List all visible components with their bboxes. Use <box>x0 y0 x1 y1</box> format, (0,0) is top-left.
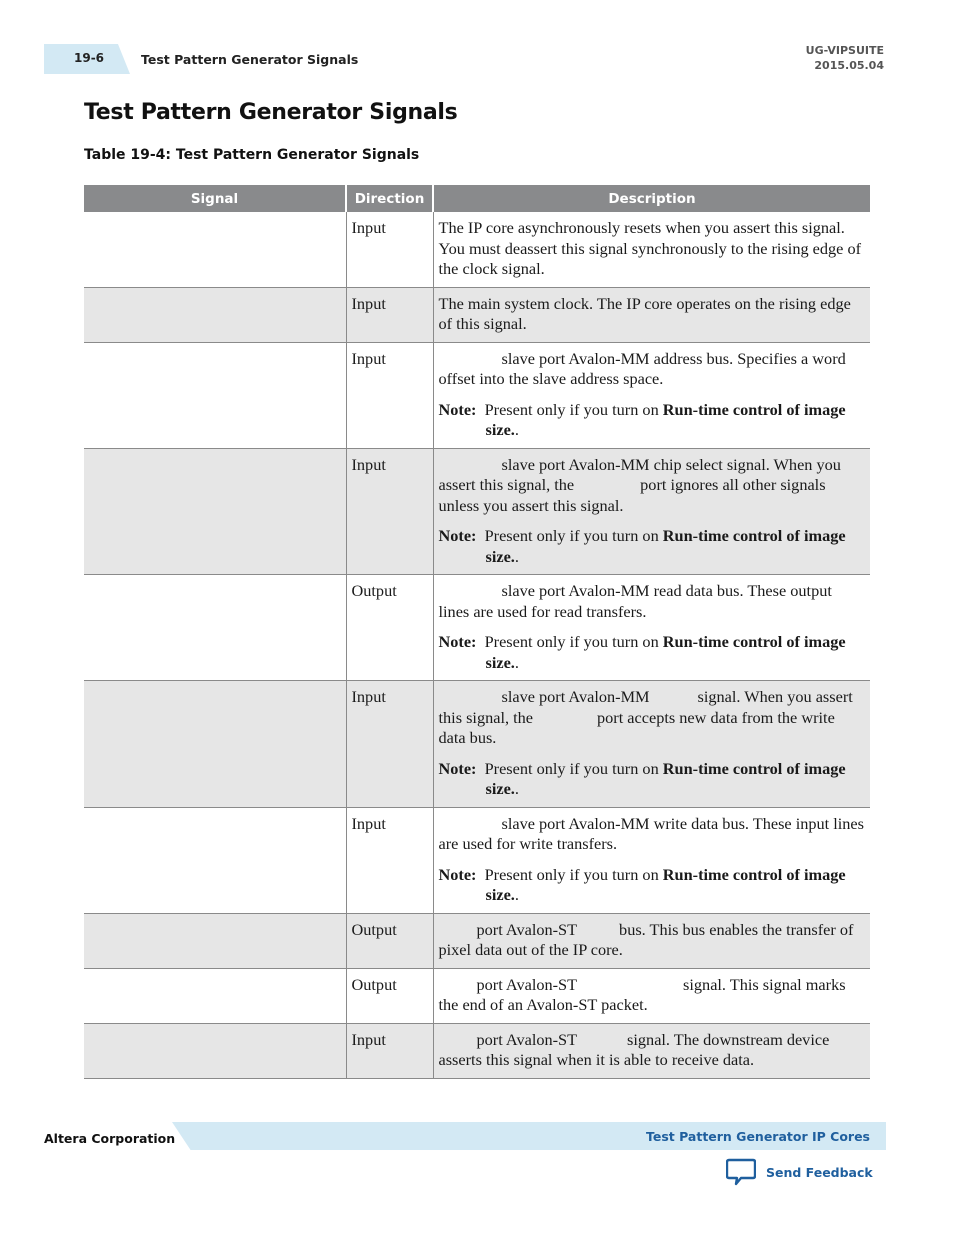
table-row <box>84 913 870 968</box>
signal-cell <box>84 681 346 808</box>
direction-cell: Input <box>346 342 433 448</box>
description-cell <box>433 342 870 448</box>
chapter-link[interactable]: Test Pattern Generator IP Cores <box>645 1129 870 1144</box>
signal-cell <box>84 212 346 287</box>
signals-table <box>84 185 870 1079</box>
description-cell <box>433 212 870 287</box>
table-row <box>84 342 870 448</box>
signal-cell <box>84 448 346 575</box>
description-text: slave port Avalon-MM read data bus. These output lines are used for read transfers. <box>438 581 832 621</box>
description-cell <box>433 807 870 913</box>
table-row <box>84 212 870 287</box>
signal-cell <box>84 1023 346 1078</box>
note: Note: Present only if you turn on Run-time control of image size.. <box>438 758 846 798</box>
direction-cell: Input <box>346 681 433 808</box>
description-text: The main system clock. The IP core operates on the rising edge of this signal. <box>438 293 851 333</box>
send-feedback-button[interactable] <box>726 1157 873 1187</box>
direction-cell: Input <box>346 807 433 913</box>
document-id: UG-VIPSUITE <box>805 44 884 57</box>
document-meta <box>806 43 884 73</box>
description-cell <box>433 287 870 342</box>
column-header-description: Description <box>433 185 870 212</box>
description-cell <box>433 575 870 681</box>
document-date: 2015.05.04 <box>814 59 884 72</box>
description-text: slave port Avalon-MM address bus. Specifies a word offset into the slave address space. <box>438 348 846 388</box>
description-text: The IP core asynchronously resets when you assert this signal. You must deassert this signal synchronously to the rising edge of the clock signal. <box>438 218 862 278</box>
table-row <box>84 448 870 575</box>
direction-cell: Input <box>346 448 433 575</box>
direction-cell: Input <box>346 287 433 342</box>
description-cell <box>433 913 870 968</box>
direction-cell: Output <box>346 913 433 968</box>
table-row <box>84 1023 870 1078</box>
section-title: Test Pattern Generator Signals <box>84 100 458 125</box>
note: Note: Present only if you turn on Run-time control of image size.. <box>438 864 846 904</box>
table-row <box>84 575 870 681</box>
running-header-title: Test Pattern Generator Signals <box>141 52 359 67</box>
send-feedback-label: Send Feedback <box>766 1164 873 1180</box>
description-text: slave port Avalon-MM signal. When you assert this signal, the port accepts new data from the write data bus. <box>438 687 853 747</box>
table-row <box>84 807 870 913</box>
column-header-direction: Direction <box>346 185 433 212</box>
description-text: port Avalon-ST signal. This signal marks the end of an Avalon-ST packet. <box>438 974 846 1014</box>
footer-company: Altera Corporation <box>44 1131 176 1146</box>
signal-cell <box>84 342 346 448</box>
description-text: port Avalon-ST bus. This bus enables the transfer of pixel data out of the IP core. <box>438 919 854 959</box>
description-cell <box>433 968 870 1023</box>
note: Note: Present only if you turn on Run-time control of image size.. <box>438 632 846 672</box>
table-header-row <box>84 185 870 212</box>
table-row <box>84 968 870 1023</box>
signal-cell <box>84 807 346 913</box>
column-header-signal: Signal <box>84 185 346 212</box>
description-text: slave port Avalon-MM write data bus. These input lines are used for write transfers. <box>438 813 864 853</box>
direction-cell: Input <box>346 212 433 287</box>
table-caption: Table 19-4: Test Pattern Generator Signals <box>84 147 420 163</box>
description-cell <box>433 1023 870 1078</box>
signal-cell <box>84 913 346 968</box>
signal-cell <box>84 287 346 342</box>
speech-bubble-icon <box>726 1158 756 1186</box>
direction-cell: Input <box>346 1023 433 1078</box>
table-row <box>84 681 870 808</box>
description-cell <box>433 681 870 808</box>
description-cell <box>433 448 870 575</box>
direction-cell: Output <box>346 968 433 1023</box>
note: Note: Present only if you turn on Run-time control of image size.. <box>438 526 846 566</box>
signal-cell <box>84 575 346 681</box>
direction-cell: Output <box>346 575 433 681</box>
signal-cell <box>84 968 346 1023</box>
description-text: slave port Avalon-MM chip select signal. When you assert this signal, the port ignores all other signals unless you assert this signal. <box>438 454 841 515</box>
page-number: 19-6 <box>74 51 105 65</box>
description-text: port Avalon-ST signal. The downstream device asserts this signal when it is able to receive data. <box>438 1029 830 1069</box>
note: Note: Present only if you turn on Run-time control of image size.. <box>438 399 846 439</box>
table-row <box>84 287 870 342</box>
